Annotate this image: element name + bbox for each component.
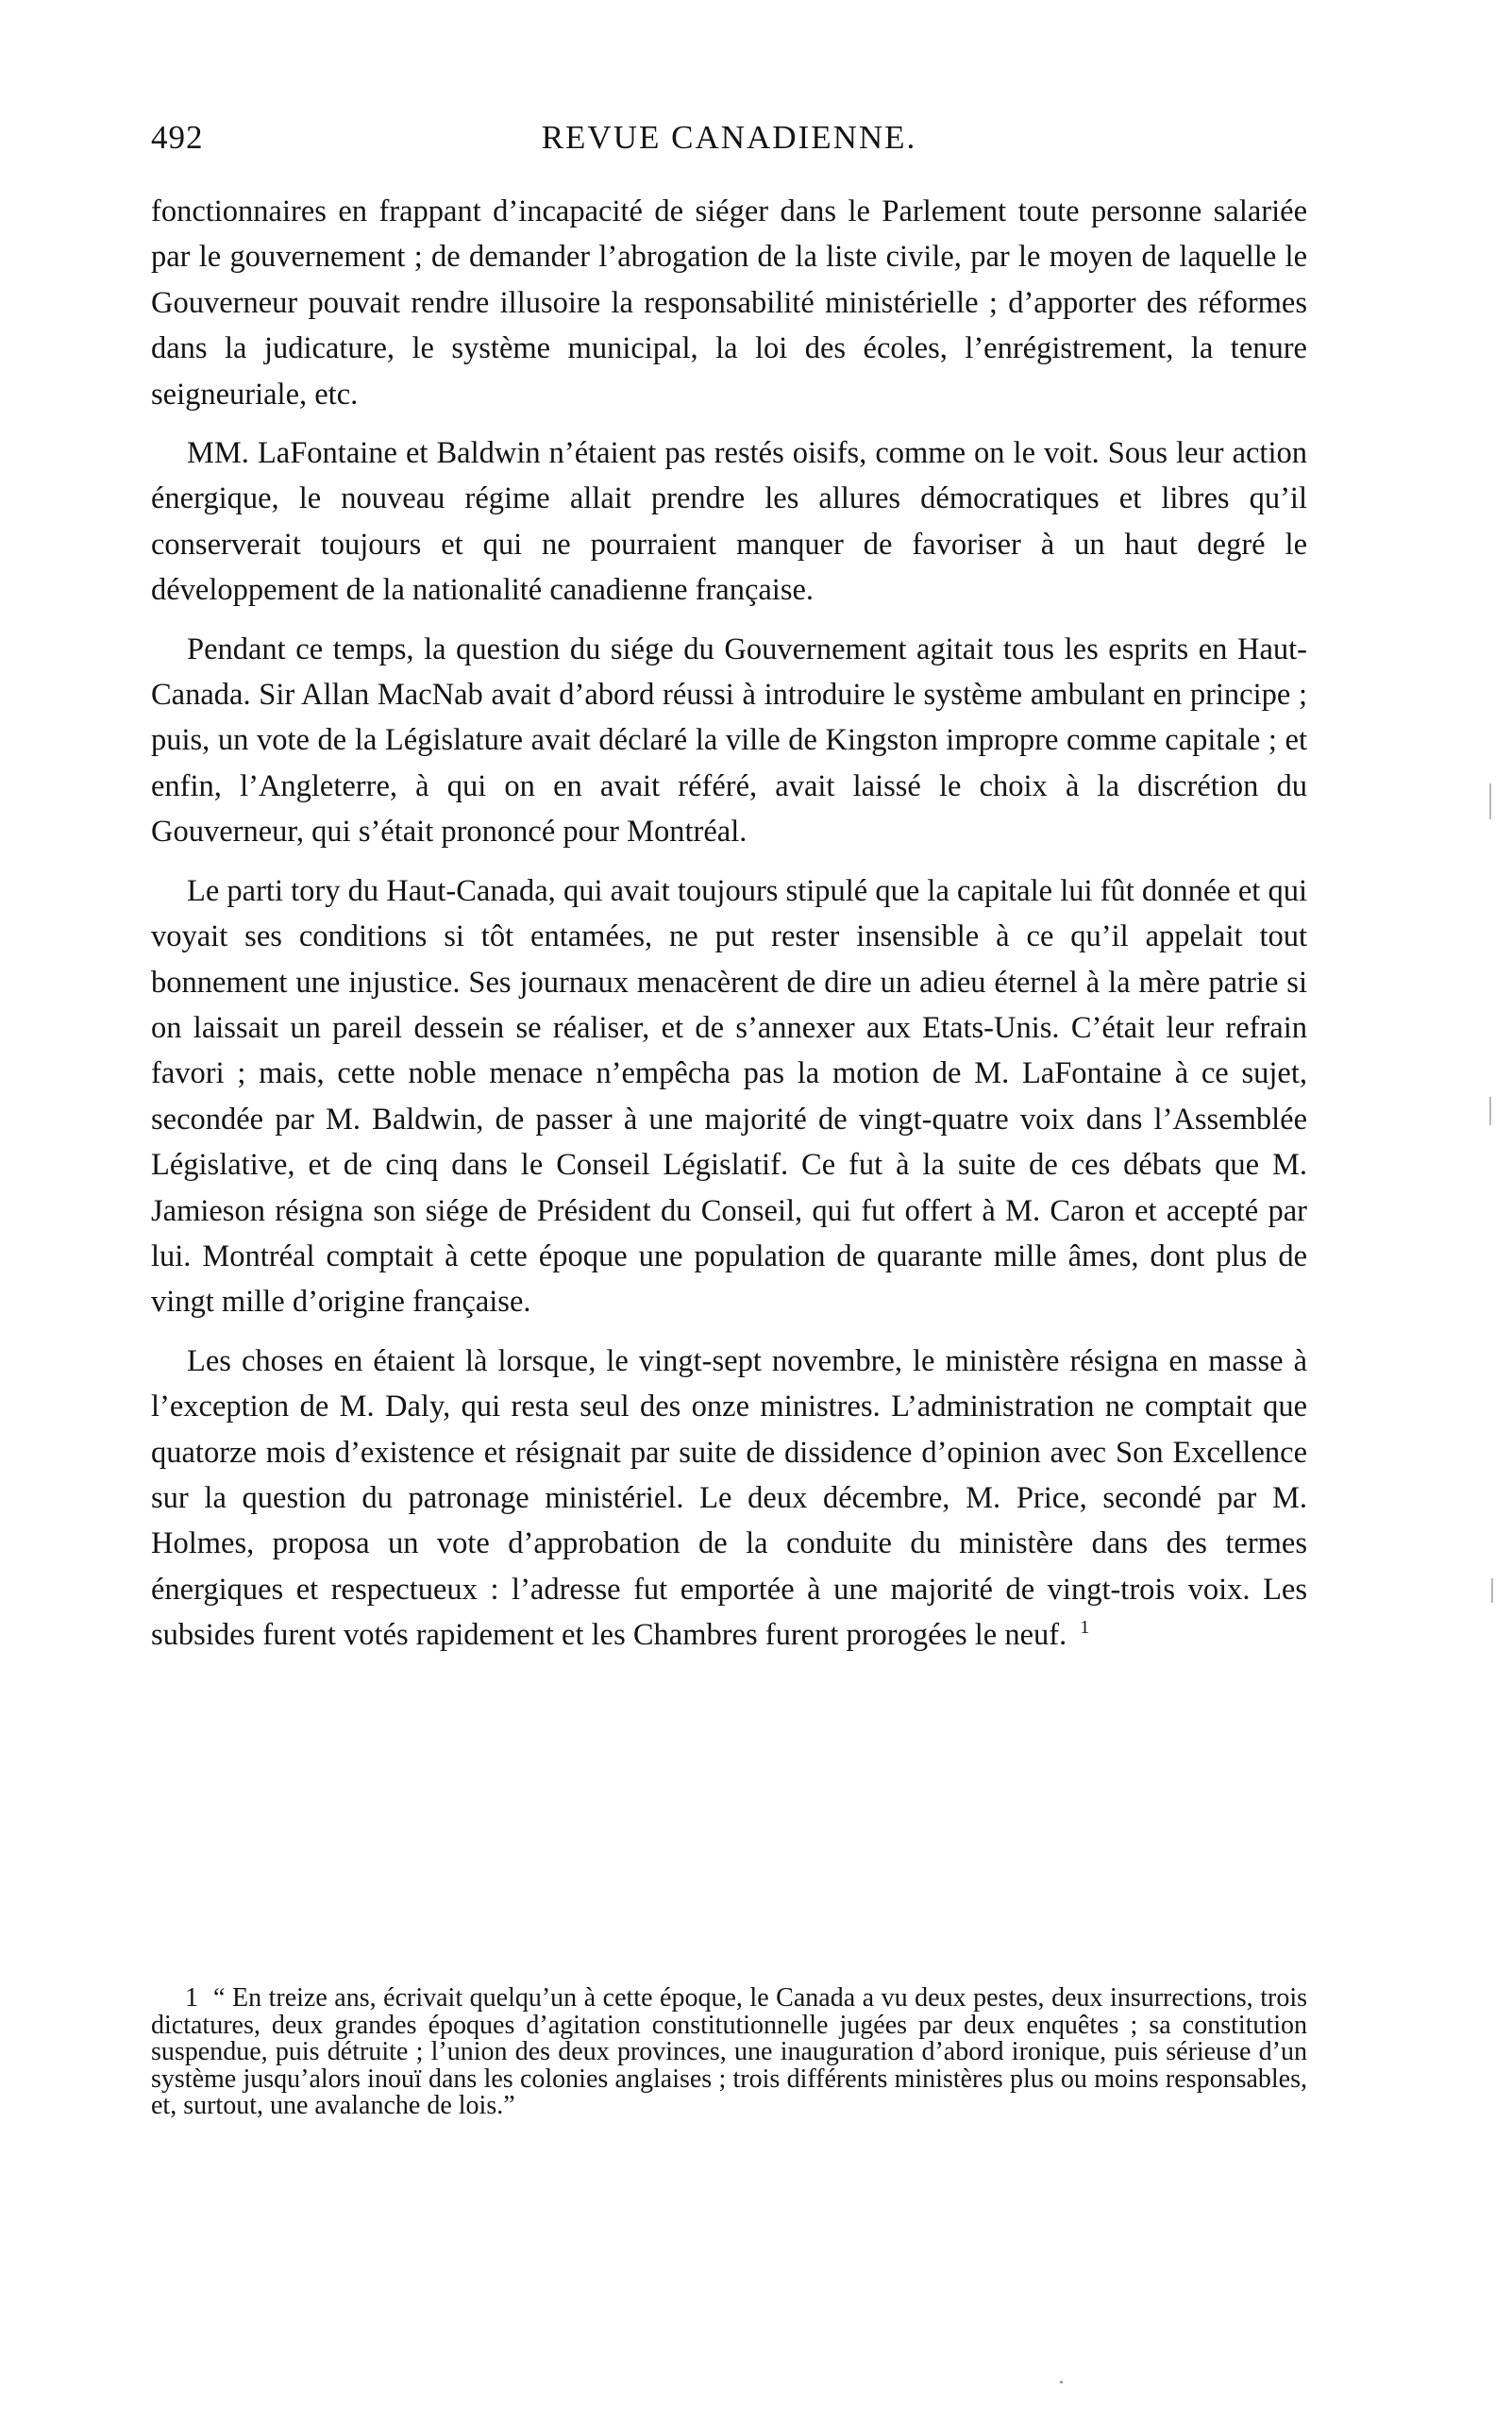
running-head: REVUE CANADIENNE. [541, 119, 917, 156]
paragraph [151, 868, 1307, 1325]
paragraph-text: Les choses en étaient là lorsque, le vingt-sept novembre, le ministère résigna en masse à l’exception de M. Daly, qui resta seul des onze ministres. L’administration ne comptait que quatorze mois d’existence et résignait par suite de dissidence d’opinion avec Son Excellence sur la question du patronage ministériel. Le deux décembre, M. Price, secondé par M. Holmes, proposa un vote d’approbation de la conduite du ministère dans des termes énergiques et respectueux : l’adresse fut emportée à une majorité de vingt-trois voix. Les subsides furent votés rapidement et les Chambres furent prorogées le neuf. [151, 1343, 1307, 1653]
footnote-number: 1 [185, 1983, 198, 2013]
paragraph [151, 1339, 1307, 1659]
footnote [151, 1985, 1307, 2120]
paragraph-text: Le parti tory du Haut-Canada, qui avait toujours stipulé que la capitale lui fût donnée et qui voyait ses conditions si tôt entamées, ne put rester insensible à ce qu’il appelait tout bonnement une injustice. Ses journaux menacèrent de dire un adieu éternel à la mère patrie si on laissait un pareil dessein se réaliser, et de s’annexer aux Etats-Unis. C’était leur refrain favori ; mais, cette noble menace n’empêcha pas la motion de M. LaFontaine à ce sujet, secondée par M. Baldwin, de passer à une majorité de vingt-quatre voix dans l’Assemblée Législative, et de cinq dans le Conseil Législatif. Ce fut à la suite de ces débats que M. Jamieson résigna son siége de Président du Conseil, qui fut offert à M. Caron et accepté par lui. Montréal comptait à cette époque une population de quarante mille âmes, dont plus de vingt mille d’origine française. [151, 873, 1307, 1320]
paragraph-continued [151, 189, 1307, 417]
page-header [151, 119, 1307, 166]
scan-margin-mark [1491, 1578, 1493, 1603]
scan-margin-mark [1489, 1097, 1491, 1125]
scan-margin-mark [1489, 783, 1491, 819]
paragraph-text: Pendant ce temps, la question du siége du Gouvernement agitait tous les esprits en Haut-Canada. Sir Allan MacNab avait d’abord réussi à introduire le système ambulant en principe ; puis, un vote de la Législature avait déclaré la ville de Kingston impropre comme capitale ; et enfin, l’Angleterre, à qui on en avait référé, avait laissé le choix à la discrétion du Gouverneur, qui s’était prononcé pour Montréal. [151, 632, 1307, 850]
page-number: 492 [151, 119, 204, 156]
paragraph-text: MM. LaFontaine et Baldwin n’étaient pas restés oisifs, comme on le voit. Sous leur action énergique, le nouveau régime allait prendre les allures démocratiques et libres qu’il conserverait toujours et qui ne pourraient manquer de favoriser à un haut degré le développement de la nationalité canadienne française. [151, 436, 1307, 608]
footnote-reference[interactable]: 1 [1080, 1617, 1090, 1639]
paragraph [151, 430, 1307, 614]
body-text [151, 189, 1307, 1672]
paragraph [151, 627, 1307, 855]
paragraph-text: fonctionnaires en frappant d’incapacité de siéger dans le Parlement toute personne salariée par le gouvernement ; de demander l’abrogation de la liste civile, par le moyen de laquelle le Gouverneur pouvait rendre illusoire la responsabilité ministérielle ; d’apporter des réformes dans la judicature, le système municipal, la loi des écoles, l’enrégistrement, la tenure seigneuriale, etc. [151, 194, 1307, 412]
footnote-text: “ En treize ans, écrivait quelqu’un à cette époque, le Canada a vu deux pestes, deux insurrections, trois dictatures, deux grandes époques d’agitation constitutionnelle jugées par deux enquêtes ; sa constitution suspendue, puis détruite ; l’union des deux provinces, une inauguration d’abord ironique, puis sérieuse d’un système jusqu’alors inouï dans les colonies anglaises ; trois différents ministères plus ou moins responsables, et, surtout, une avalanche de lois.” [151, 1983, 1307, 2120]
footnotes [151, 1985, 1307, 2120]
scan-dot [1060, 2381, 1063, 2384]
